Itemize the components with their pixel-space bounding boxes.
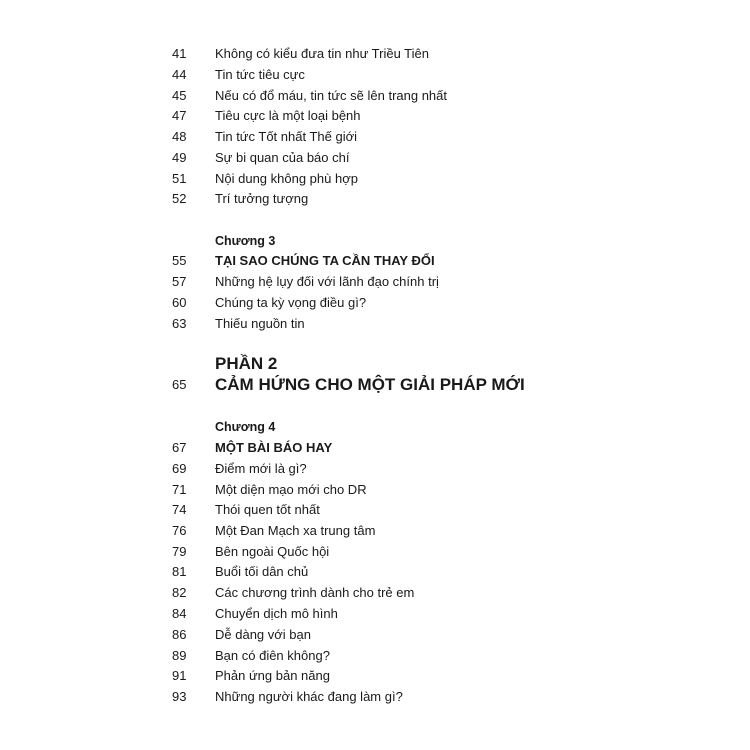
toc-entry-title: Tin tức tiêu cực	[215, 67, 305, 82]
toc-entry-title: Những hệ lụy đối với lãnh đạo chính trị	[215, 274, 439, 289]
toc-page-number: 57	[172, 274, 187, 289]
toc-page-number: 47	[172, 108, 187, 123]
toc-entry-title: Bên ngoài Quốc hội	[215, 544, 330, 559]
toc-page-number: 71	[172, 482, 187, 497]
toc-entry-title: Những người khác đang làm gì?	[215, 689, 403, 704]
toc-page-number: 48	[172, 129, 187, 144]
toc-entry-title: Tiêu cực là một loại bệnh	[215, 108, 361, 123]
toc-entry-title: Buổi tối dân chủ	[215, 564, 309, 579]
toc-page-number: 51	[172, 171, 187, 186]
toc-page-number: 49	[172, 150, 187, 165]
toc-page-number: 55	[172, 253, 187, 268]
toc-page-number: 79	[172, 544, 187, 559]
toc-page-number: 41	[172, 46, 187, 61]
toc-entry-title: Phản ứng bản năng	[215, 668, 330, 683]
toc-entry-title: Chúng ta kỳ vọng điều gì?	[215, 295, 367, 310]
toc-page-number: 89	[172, 648, 187, 663]
toc-page-number: 45	[172, 88, 187, 103]
toc-entry-title: Các chương trình dành cho trẻ em	[215, 585, 415, 600]
part-label: PHẦN 2	[215, 354, 278, 373]
toc-page-number: 67	[172, 440, 187, 455]
toc-page-number: 76	[172, 523, 187, 538]
toc-page-number: 52	[172, 191, 187, 206]
toc-page-number: 63	[172, 316, 187, 331]
toc-page-number: 69	[172, 461, 187, 476]
toc-page-number: 65	[172, 377, 187, 392]
toc-page-number: 84	[172, 606, 187, 621]
toc-entry-title: Một diện mạo mới cho DR	[215, 482, 367, 497]
chapter-title: TẠI SAO CHÚNG TA CẦN THAY ĐỔI	[215, 253, 435, 268]
toc-page-number: 82	[172, 585, 187, 600]
toc-page-number: 91	[172, 668, 187, 683]
toc-entry-title: Nội dung không phù hợp	[215, 171, 358, 186]
toc-page-number: 81	[172, 564, 187, 579]
toc-entry-title: Không có kiểu đưa tin như Triều Tiên	[215, 46, 429, 61]
toc-entry-title: Bạn có điên không?	[215, 648, 330, 663]
toc-entry-title: Dễ dàng với bạn	[215, 627, 311, 642]
chapter-label: Chương 3	[215, 234, 276, 248]
toc-entry-title: Thói quen tốt nhất	[215, 502, 320, 517]
toc-entry-title: Một Đan Mạch xa trung tâm	[215, 523, 376, 538]
toc-entry-title: Tin tức Tốt nhất Thế giới	[215, 129, 357, 144]
toc-page-number: 44	[172, 67, 187, 82]
toc-entry-title: Trí tưởng tượng	[215, 191, 309, 206]
toc-entry-title: Sự bi quan của báo chí	[215, 150, 350, 165]
toc-entry-title: Điểm mới là gì?	[215, 461, 307, 476]
toc-entry-title: Chuyển dịch mô hình	[215, 606, 338, 621]
chapter-title: MỘT BÀI BÁO HAY	[215, 440, 333, 455]
part-title: CẢM HỨNG CHO MỘT GIẢI PHÁP MỚI	[215, 375, 525, 394]
toc-entry-title: Thiếu nguồn tin	[215, 316, 305, 331]
toc-page-number: 93	[172, 689, 187, 704]
toc-page-number: 86	[172, 627, 187, 642]
toc-page-number: 74	[172, 502, 187, 517]
toc-entry-title: Nếu có đổ máu, tin tức sẽ lên trang nhất	[215, 88, 448, 103]
toc-page-number: 60	[172, 295, 187, 310]
chapter-label: Chương 4	[215, 420, 276, 434]
